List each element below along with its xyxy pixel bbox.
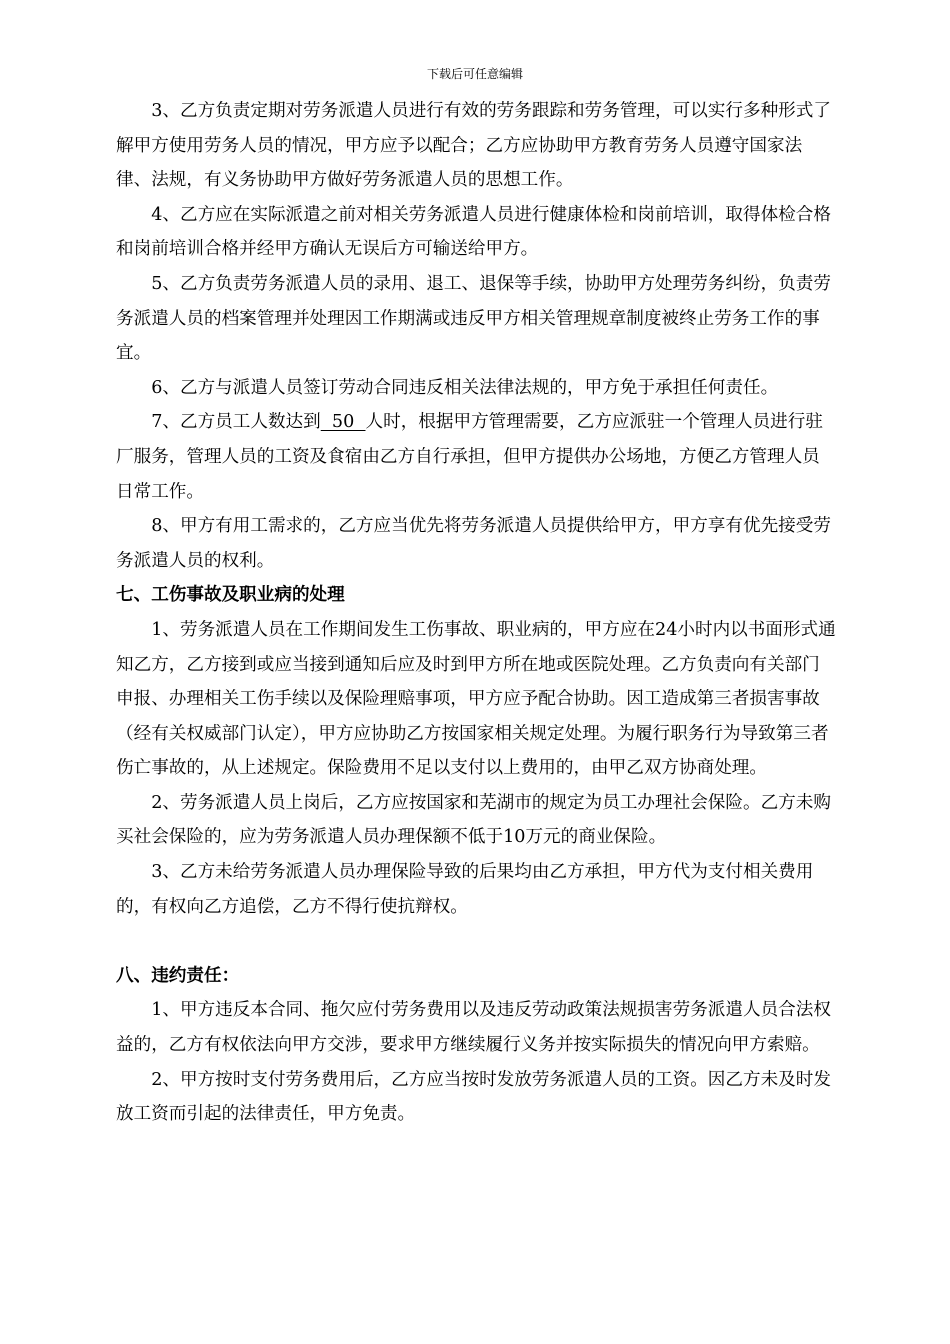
clause-6-7-after: 人时，根据甲方管理需要，乙方应派驻一个管理人员进行驻厂服务，管理人员的工资及食宿由乙方自行承担，但甲方提供办公场地，方便乙方管理人员日常工作。 <box>116 412 823 502</box>
section-gap <box>116 924 836 959</box>
clause-7-3: 3、乙方未给劳务派遣人员办理保险导致的后果均由乙方承担，甲方代为支付相关费用的，有权向乙方追偿，乙方不得行使抗辩权。 <box>116 862 814 917</box>
clause-8-2: 2、甲方按时支付劳务费用后，乙方应当按时发放劳务派遣人员的工资。因乙方未及时发放工资而引起的法律责任，甲方免责。 <box>116 1069 831 1125</box>
section-8-title: 八、违约责任： <box>116 964 240 986</box>
clause-6-3: 3、乙方负责定期对劳务派遣人员进行有效的劳务跟踪和劳务管理，可以实行多种形式了解甲方使用劳务人员的情况，甲方应予以配合；乙方应协助甲方教育劳务人员遵守国家法律、法规，有义务协助甲方做好劳务派遣人员的思想工作。 <box>116 101 831 191</box>
section-7-title: 七、工伤事故及职业病的处理 <box>116 584 345 606</box>
clause-7-1: 1、劳务派遣人员在工作期间发生工伤事故、职业病的，甲方应在24小时内以书面形式通知乙方，乙方接到或应当接到通知后应及时到甲方所在地或医院处理。乙方负责向有关部门申报、办理相关工伤手续以及保险理赔事项，甲方应予配合协助。因工造成第三者损害事故（经有关权威部门认定），甲方应协助乙方按国家相关规定处理。为履行职务行为导致第三者伤亡事故的，从上述规定。保险费用不足以支付以上费用的，由甲乙双方协商处理。 <box>116 619 836 779</box>
clause-7-2: 2、劳务派遣人员上岗后，乙方应按国家和芜湖市的规定为员工办理社会保险。乙方未购买社会保险的，应为劳务派遣人员办理保额不低于10万元的商业保险。 <box>116 792 831 848</box>
clause-6-5: 5、乙方负责劳务派遣人员的录用、退工、退保等手续，协助甲方处理劳务纠纷，负责劳务派遣人员的档案管理并处理因工作期满或违反甲方相关管理规章制度被终止劳务工作的事宜。 <box>116 273 831 364</box>
clause-6-4: 4、乙方应在实际派遣之前对相关劳务派遣人员进行健康体检和岗前培训，取得体检合格和岗前培训合格并经甲方确认无误后方可输送给甲方。 <box>116 204 831 260</box>
clause-6-7 <box>116 405 836 509</box>
clause-6-7-before: 7、乙方员工人数达到 <box>151 412 321 433</box>
page-header: 下载后可任意编辑 <box>426 67 523 81</box>
document-body <box>116 94 836 1132</box>
clause-6-6: 6、乙方与派遣人员签订劳动合同违反相关法律法规的，甲方免于承担任何责任。 <box>151 377 779 398</box>
clause-6-8: 8、甲方有用工需求的，乙方应当优先将劳务派遣人员提供给甲方，甲方享有优先接受劳务派遣人员的权利。 <box>116 516 831 571</box>
staff-count-field: 50 <box>320 412 366 433</box>
clause-8-1: 1、甲方违反本合同、拖欠应付劳务费用以及违反劳动政策法规损害劳务派遣人员合法权益的，乙方有权依法向甲方交涉，要求甲方继续履行义务并按实际损失的情况向甲方索赔。 <box>116 1000 831 1056</box>
